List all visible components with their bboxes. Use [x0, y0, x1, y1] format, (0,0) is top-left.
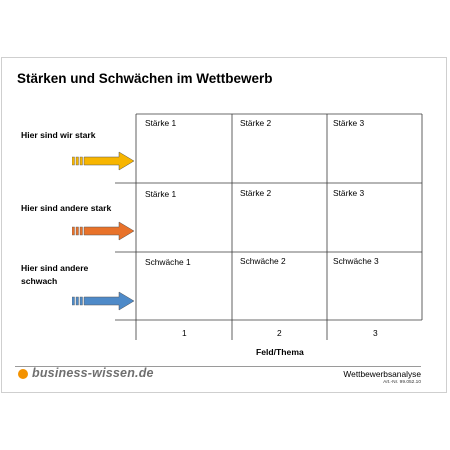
cell-r1-c3: Stärke 3	[333, 118, 365, 128]
cell-r3-c3: Schwäche 3	[333, 256, 379, 266]
row-label-others-weak: Hier sind andere schwach	[21, 263, 89, 286]
column-number-3: 3	[373, 328, 378, 338]
slide-frame	[1, 57, 447, 393]
column-number-2: 2	[277, 328, 282, 338]
logo: business-wissen.de	[32, 366, 154, 380]
row-label-we-strong: Hier sind wir stark	[21, 130, 96, 140]
cell-r1-c1: Stärke 1	[145, 118, 177, 128]
arrow-right-icon	[72, 291, 135, 311]
cell-r1-c2: Stärke 2	[240, 118, 272, 128]
row-label-others-strong: Hier sind andere stark	[21, 203, 112, 213]
arrow-right-icon	[72, 221, 135, 241]
cell-r2-c1: Stärke 1	[145, 189, 177, 199]
cell-r3-c2: Schwäche 2	[240, 256, 286, 266]
cell-r2-c3: Stärke 3	[333, 188, 365, 198]
column-number-1: 1	[182, 328, 187, 338]
x-axis-label: Feld/Thema	[256, 347, 304, 357]
arrow-right-icon	[72, 151, 135, 171]
cell-r2-c2: Stärke 2	[240, 188, 272, 198]
article-number: Art.-Nr. 99.052.10	[383, 380, 421, 385]
logo-dot-icon	[18, 369, 28, 379]
document-name: Wettbewerbsanalyse	[343, 369, 421, 379]
cell-r3-c1: Schwäche 1	[145, 257, 191, 267]
page-title: Stärken und Schwächen im Wettbewerb	[17, 71, 273, 86]
